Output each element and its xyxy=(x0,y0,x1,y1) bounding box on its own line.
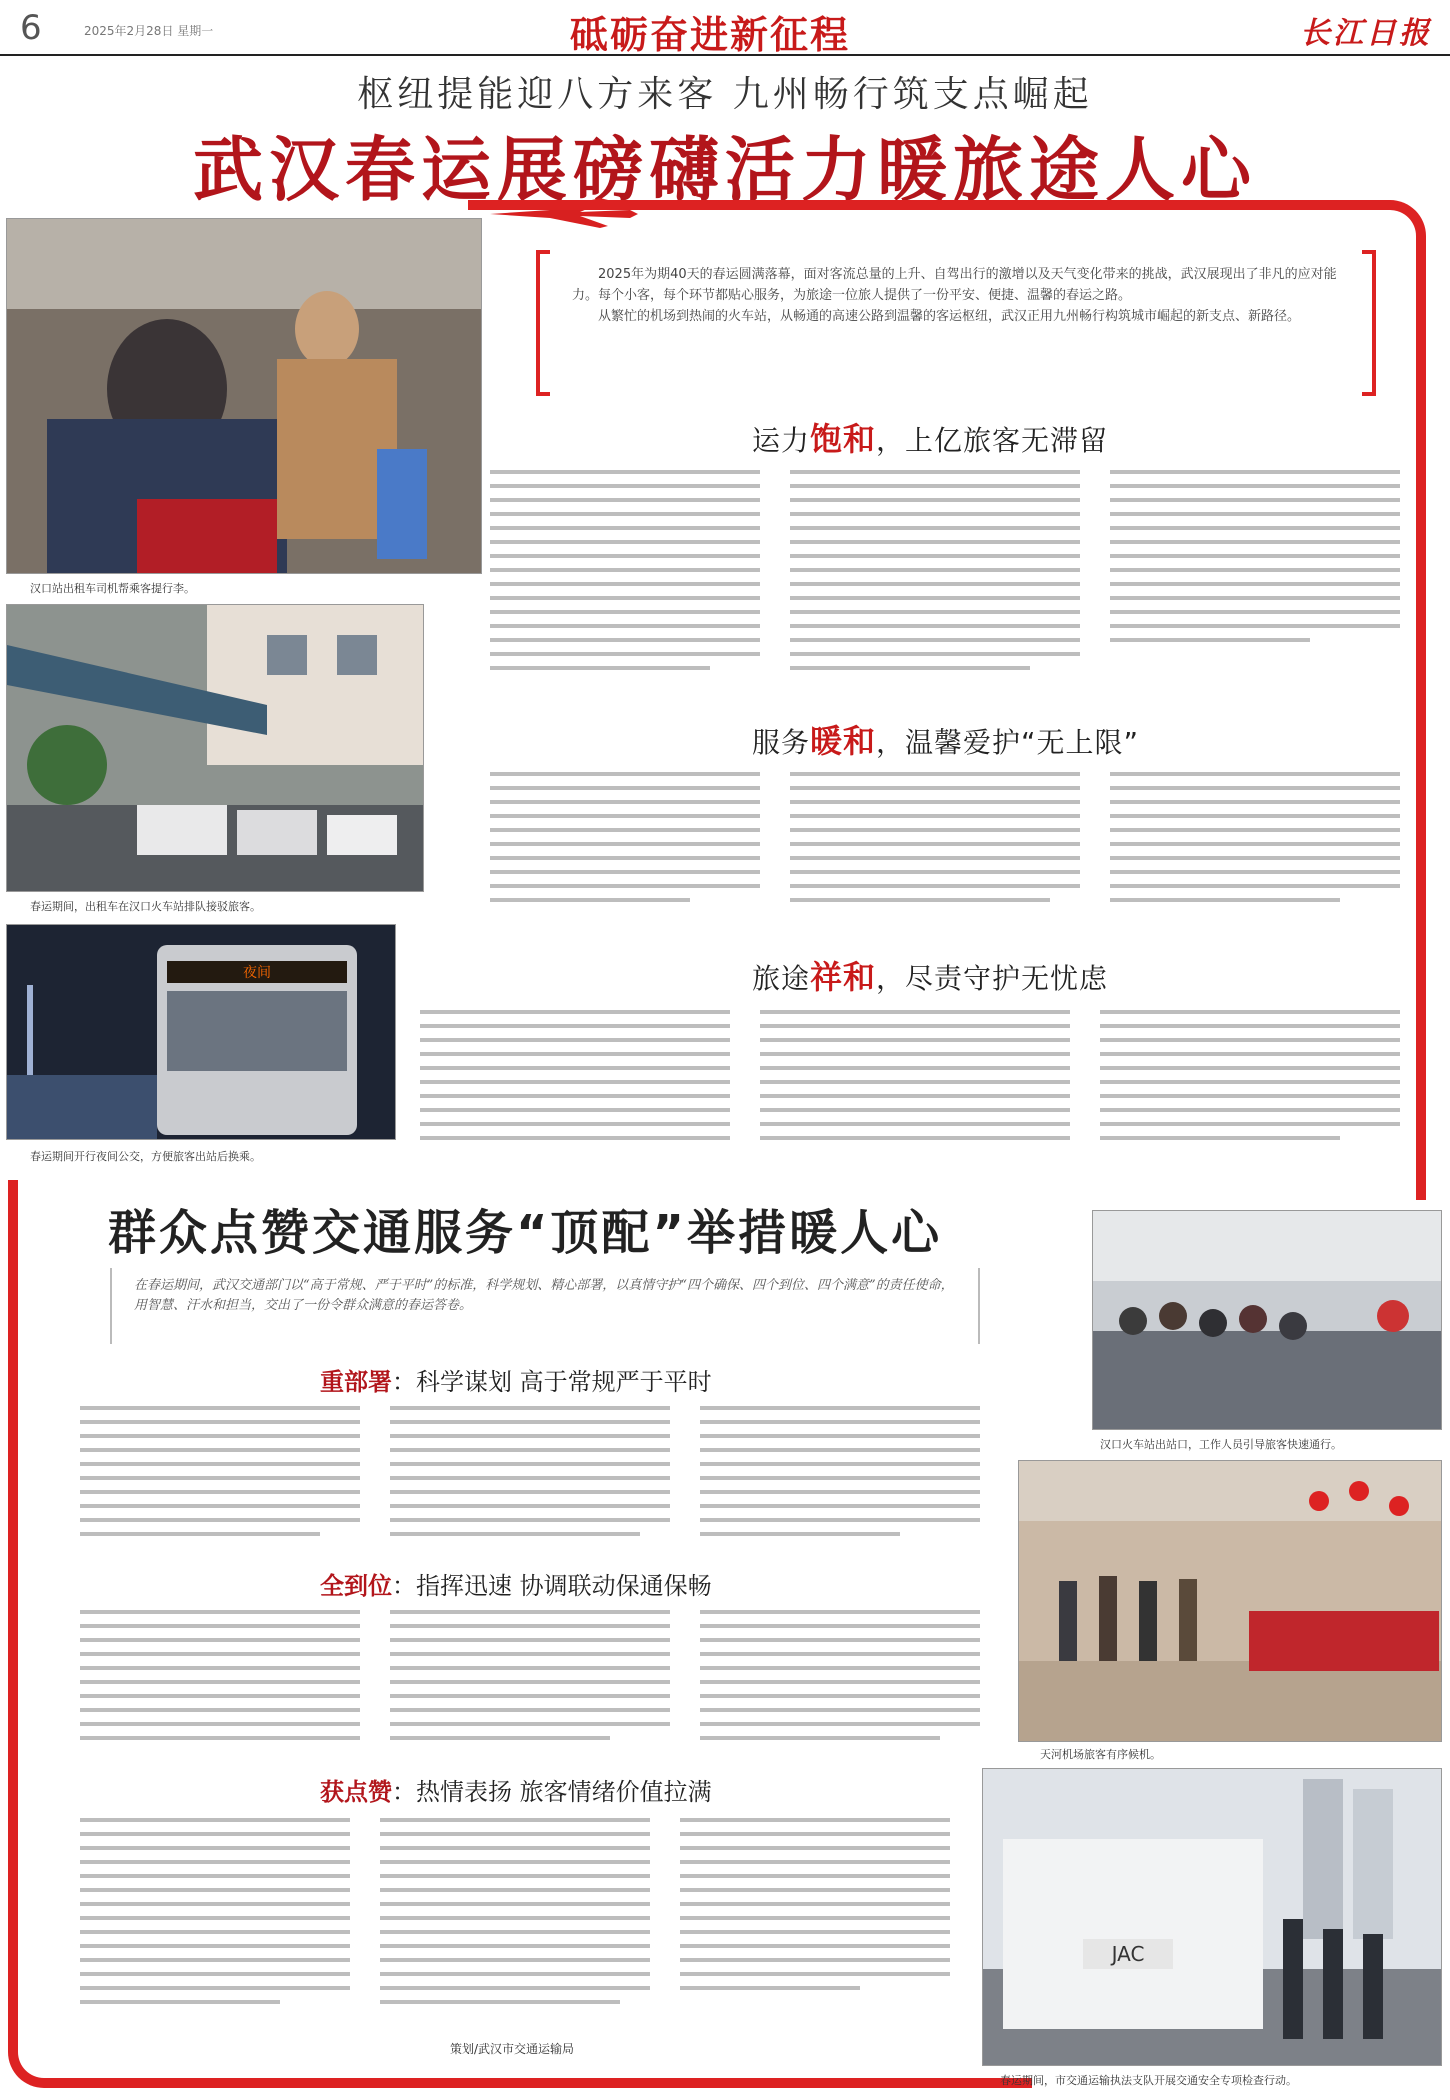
photo-taxi-driver-luggage xyxy=(6,218,482,574)
top-story-subhead: 枢纽提能迎八方来客 九州畅行筑支点崛起 xyxy=(357,74,1093,115)
photo-taxi-queue xyxy=(6,604,424,892)
svg-text:JAC: JAC xyxy=(1111,1942,1145,1966)
bottom-story-lead xyxy=(110,1268,980,1344)
issue-date: 2025年2月28日 星期一 xyxy=(84,24,214,38)
body-text-block xyxy=(490,470,1410,690)
photo-airport-waiting xyxy=(1018,1460,1442,1742)
section-head-journey: 旅途祥和，尽责守护无忧虑 xyxy=(752,958,1109,996)
bottom-story-headline: 群众点赞交通服务“顶配”举措暖人心 xyxy=(108,1205,943,1261)
photo-caption-3: 春运期间开行夜间公交，方便旅客出站后换乘。 xyxy=(30,1150,261,1163)
photo-caption-6: 春运期间，市交通运输执法支队开展交通安全专项检查行动。 xyxy=(1000,2074,1297,2087)
lead-paragraph-1: 2025年为期40天的春运圆满落幕，面对客流总量的上升、自驾出行的激增以及天气变化带来的挑战，武汉展现出了非凡的应对能力。每个小客，每个环节都贴心服务，为旅途一位旅人提供了一份平安、便捷、温馨的春运之路。 xyxy=(572,267,1337,303)
lead-text xyxy=(572,264,1342,327)
bracket-right xyxy=(1362,250,1376,396)
body-text-block xyxy=(80,1818,960,2028)
top-story-lead xyxy=(536,250,1376,396)
photo-caption-5: 天河机场旅客有序候机。 xyxy=(1040,1748,1161,1761)
body-text-block xyxy=(80,1406,990,1554)
photo-station-exit-crowd xyxy=(1092,1210,1442,1430)
photo-night-bus xyxy=(6,924,396,1140)
photo-traffic-enforcement xyxy=(982,1768,1442,2066)
body-text-block xyxy=(420,1010,1410,1160)
body-text-block xyxy=(80,1610,990,1760)
page-number: 6 xyxy=(20,8,42,48)
section-head-capacity: 运力饱和，上亿旅客无滞留 xyxy=(752,420,1109,458)
section-head-service: 服务暖和，温馨爱护“无上限” xyxy=(752,722,1140,760)
subsection-head-praise: 获点赞：热情表扬 旅客情绪价值拉满 xyxy=(320,1778,712,1806)
top-story-headline: 武汉春运展磅礴活力暖旅途人心 xyxy=(193,129,1257,211)
body-text-block xyxy=(490,772,1410,922)
credit-line: 策划/武汉市交通运输局 xyxy=(450,2042,575,2056)
lead-paragraph-2: 从繁忙的机场到热闹的火车站，从畅通的高速公路到温馨的客运枢纽，武汉正用九州畅行构筑城市崛起的新支点、新路径。 xyxy=(598,309,1301,324)
svg-text:夜间: 夜间 xyxy=(243,965,271,981)
subsection-head-command: 全到位：指挥迅速 协调联动保通保畅 xyxy=(320,1572,712,1600)
bottom-lead-text: 在春运期间，武汉交通部门以“高于常规、严于平时”的标准，科学规划、精心部署，以真情守护“四个确保、四个到位、四个满意”的责任使命，用智慧、汗水和担当，交出了一份令群众满意的春运答卷。 xyxy=(134,1278,954,1313)
subsection-head-deploy: 重部署：科学谋划 高于常规严于平时 xyxy=(320,1368,712,1396)
section-title: 砥砺奋进新征程 xyxy=(570,12,851,57)
newspaper-masthead: 长江日报 xyxy=(1300,16,1432,51)
photo-caption-1: 汉口站出租车司机帮乘客提行李。 xyxy=(30,582,195,595)
bracket-left xyxy=(536,250,550,396)
photo-caption-2: 春运期间，出租车在汉口火车站排队接驳旅客。 xyxy=(30,900,261,913)
page-header xyxy=(0,0,1450,56)
photo-caption-4: 汉口火车站出站口，工作人员引导旅客快速通行。 xyxy=(1100,1438,1342,1451)
